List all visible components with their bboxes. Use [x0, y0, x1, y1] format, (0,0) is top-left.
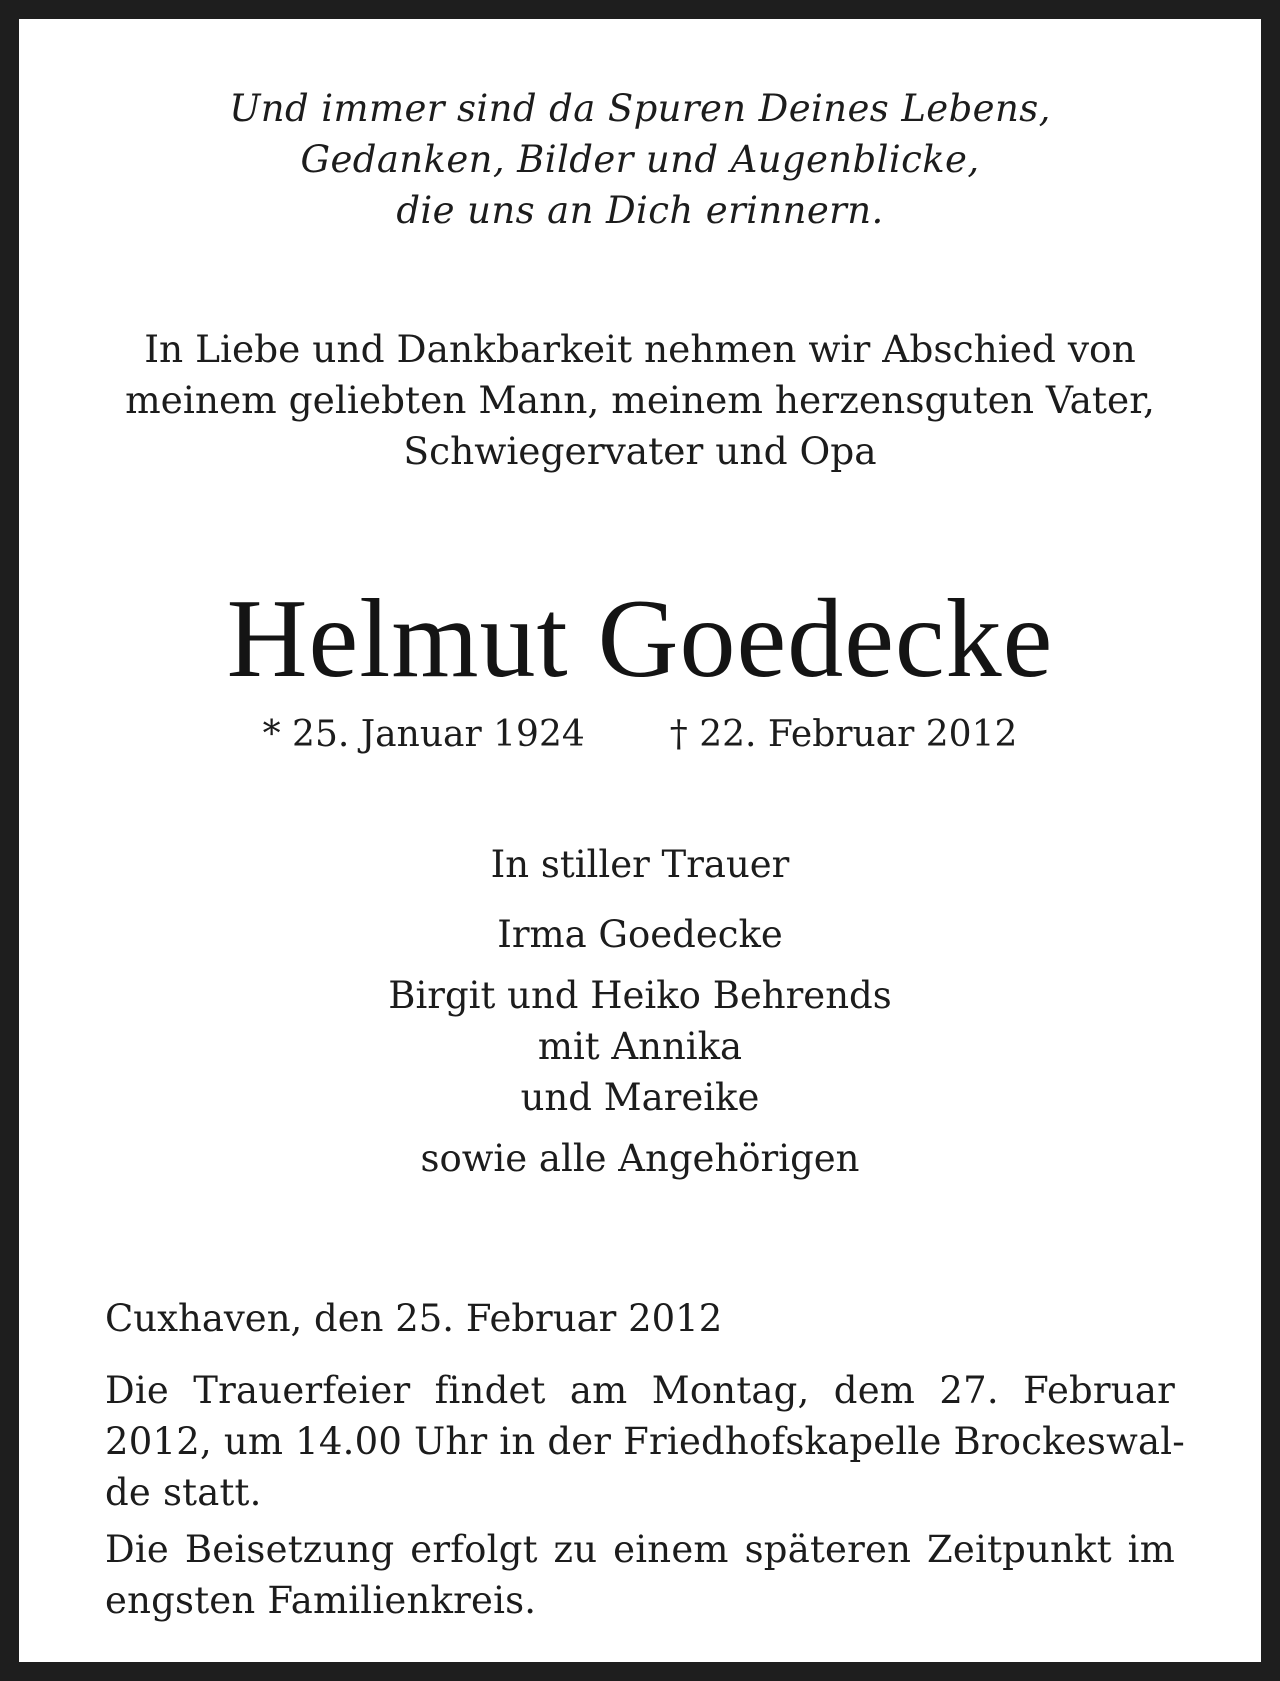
death-date: † 22. Februar 2012	[669, 714, 1018, 755]
burial-line: engsten Familienkreis.	[105, 1579, 537, 1622]
burial-info	[105, 1524, 1175, 1626]
funeral-service-info	[105, 1365, 1185, 1518]
intro-line: In Liebe und Dankbarkeit nehmen wir Abschied von	[144, 327, 1136, 371]
quote-line: die uns an Dich erinnern.	[396, 189, 884, 232]
mourner-name: Birgit und Heiko Behrends	[388, 974, 892, 1017]
deceased-name: Helmut Goedecke	[226, 577, 1054, 701]
life-dates	[105, 711, 1175, 759]
place-and-date: Cuxhaven, den 25. Februar 2012	[105, 1297, 723, 1340]
mourner-name: mit Annika	[537, 1025, 743, 1068]
quote-line: Und immer sind da Spuren Deines Lebens,	[229, 87, 1051, 130]
intro-line: meinem geliebten Mann, meinem herzensguten Vater,	[125, 378, 1155, 422]
intro-line: Schwiegervater und Opa	[403, 429, 877, 473]
ceremony-line: Die Trauerfeier findet am Montag, dem 27. Februar	[105, 1369, 1175, 1412]
farewell-intro	[105, 324, 1175, 477]
mourner-name: sowie alle Angehörigen	[420, 1137, 860, 1180]
mourners-list	[105, 909, 1175, 1184]
mourner-name: Irma Goedecke	[497, 913, 783, 956]
mourning-heading: In stiller Trauer	[490, 843, 790, 886]
ceremony-line: de statt.	[105, 1471, 262, 1514]
ceremony-line: 2012, um 14.00 Uhr in der Friedhofskapelle Brockeswal-	[105, 1420, 1185, 1463]
quote-line: Gedanken, Bilder und Augenblicke,	[300, 138, 980, 181]
memorial-quote	[105, 83, 1175, 236]
birth-date: * 25. Januar 1924	[262, 714, 585, 755]
burial-line: Die Beisetzung erfolgt zu einem späteren Zeitpunkt im	[105, 1528, 1175, 1571]
mourner-name: und Mareike	[520, 1076, 760, 1119]
